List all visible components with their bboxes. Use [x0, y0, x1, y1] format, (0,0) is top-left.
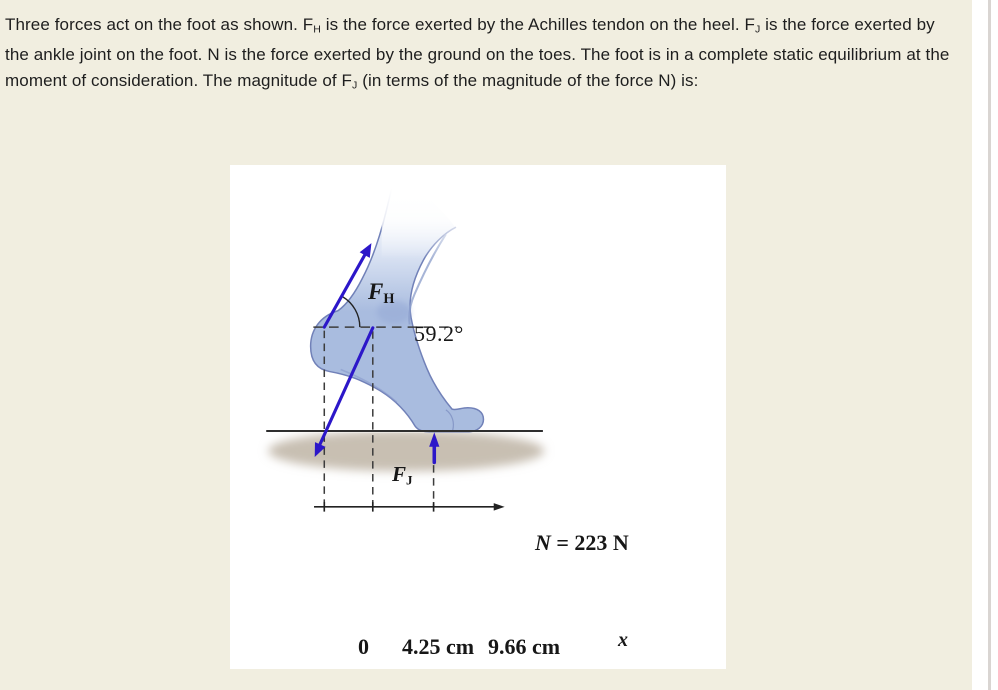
force-fh-label: $F_H$	[368, 279, 395, 307]
axis-tick2-label: 9.66 cm	[488, 634, 561, 659]
problem-statement: Three forces act on the foot as shown. $F_H$ is the force exerted by the Achilles tendon on the heel. $F_J$ is the force exerted by the ankle joint on the foot. N is the force exerted by the ground on the toes. The foot is in a complete static equilibrium at the moment of consideration. The magnitude of $F_J$ (in terms of the magnitude of the force N) is:	[5, 15, 950, 92]
page-edge-line	[988, 0, 991, 690]
x-axis-arrowhead	[494, 503, 505, 511]
x-axis	[314, 502, 496, 512]
axis-tick1-label: 4.25 cm	[402, 634, 475, 659]
axis-x-label: x	[618, 629, 628, 651]
angle-label: 59.2°	[414, 321, 464, 346]
foot-force-diagram	[230, 165, 726, 669]
normal-force-label: N = 223 N	[535, 530, 629, 555]
scrollbar-track[interactable]	[972, 0, 998, 690]
foot-illustration	[311, 188, 505, 431]
force-fj-label: $F_J$	[392, 462, 413, 488]
axis-origin-label: 0	[358, 634, 369, 659]
figure-panel	[230, 165, 726, 669]
